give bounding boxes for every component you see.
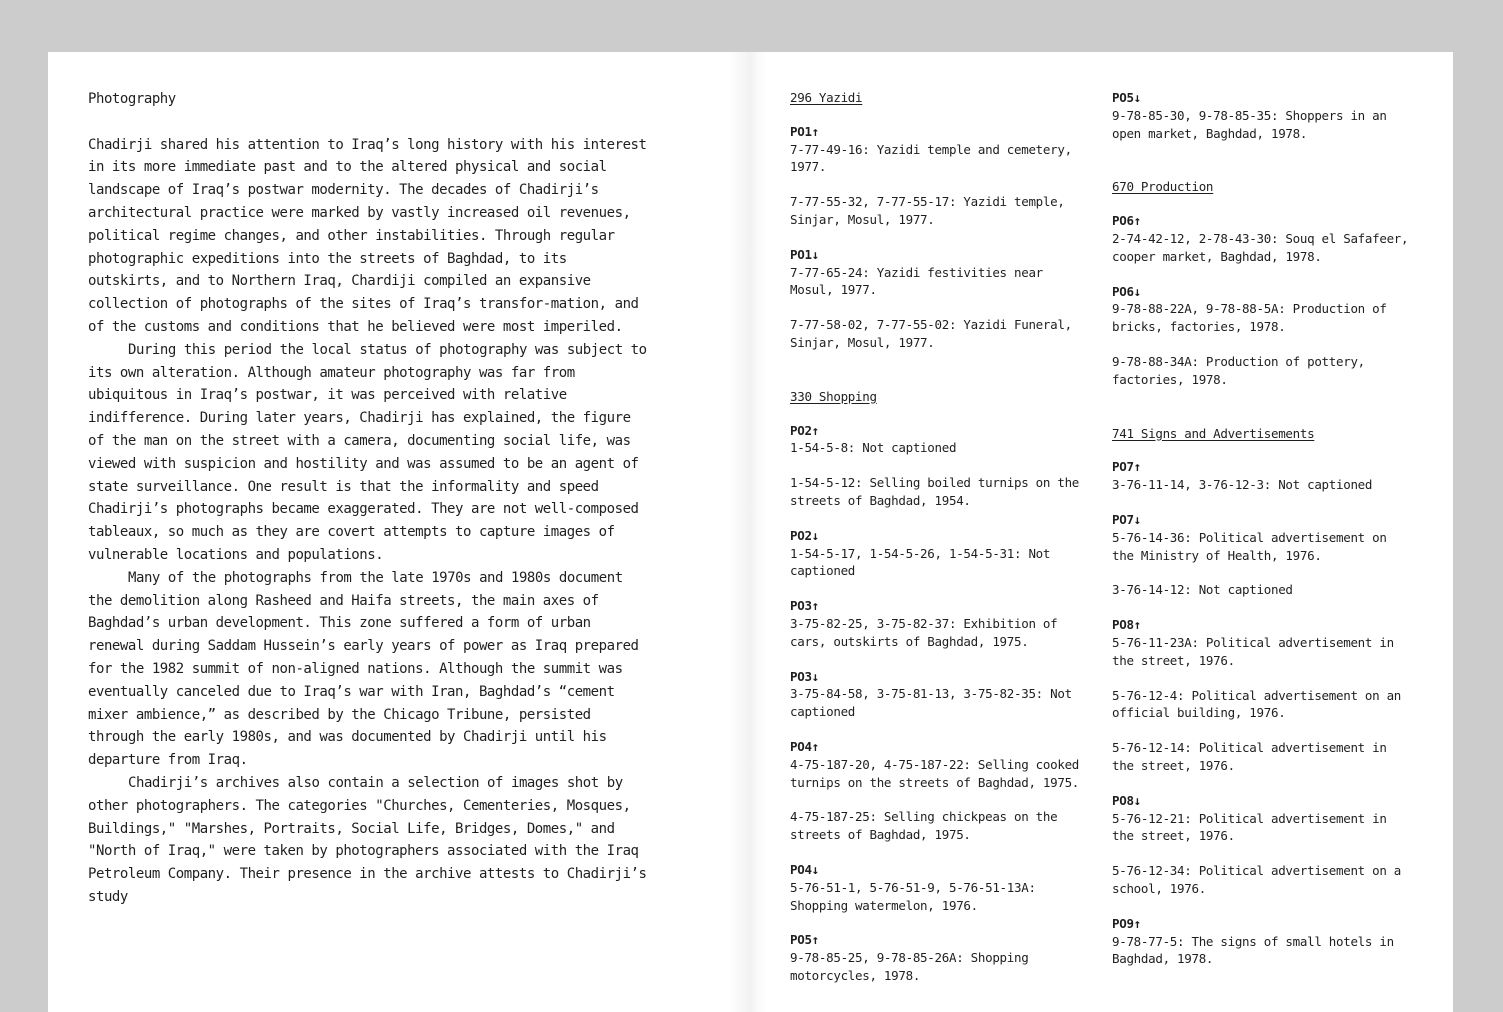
index-group — [790, 246, 1090, 352]
index-group — [790, 422, 1090, 510]
index-group — [790, 668, 1090, 721]
index-section — [1112, 178, 1412, 388]
group-label: PO8↑ — [1112, 617, 1141, 633]
left-page — [48, 52, 750, 1012]
index-entry: 9-78-85-25, 9-78-85-26A: Shopping motorcycles, 1978. — [790, 950, 1029, 983]
index-entry: 3-75-84-58, 3-75-81-13, 3-75-82-35: Not captioned — [790, 686, 1072, 720]
group-label: PO6↓ — [1112, 283, 1141, 299]
essay-paragraph: Chadirji’s archives also contain a selection of images shot by other photographers. The categories "Churches, Cementeries, Mosques, Buildings," "Marshes, Portraits, Social Life, Bridges, Domes," and "North of Iraq," were taken by photographers associated with the Iraq Petroleum Company. Their presence in the archive attests to Chadirji’s study — [88, 774, 647, 905]
index-group — [790, 527, 1090, 580]
index-section-heading: 296 Yazidi — [790, 90, 863, 105]
index-entry: 9-78-88-34A: Production of pottery, factories, 1978. — [1112, 353, 1365, 387]
index-group — [1112, 915, 1412, 968]
index-entry: 1-54-5-8: Not captioned — [790, 440, 957, 456]
index-section — [790, 89, 1090, 352]
index-entry: 5-76-12-34: Political advertisement on a school, 1976. — [1112, 863, 1402, 896]
index-section-heading: 670 Production — [1112, 179, 1214, 195]
index-entry: 5-76-12-14: Political advertisement in the street, 1976. — [1112, 740, 1387, 773]
index-entry: 7-77-49-16: Yazidi temple and cemetery, 1977. — [790, 141, 1072, 175]
group-label: PO4↑ — [790, 738, 819, 754]
index-entry: 4-75-187-20, 4-75-187-22: Selling cooked turnips on the streets of Baghdad, 1975. — [790, 756, 1080, 790]
index-entry: 9-78-85-30, 9-78-85-35: Shoppers in an open market, Baghdad, 1978. — [1112, 107, 1387, 141]
index-section — [790, 388, 1090, 985]
book-spread — [48, 52, 1453, 1012]
index-section-heading: 741 Signs and Advertisements — [1112, 425, 1315, 441]
index-entry: 1-54-5-17, 1-54-5-26, 1-54-5-31: Not captioned — [790, 545, 1051, 579]
group-label: PO7↑ — [1112, 459, 1141, 475]
index-group — [1112, 212, 1412, 265]
index-group — [1112, 89, 1412, 142]
index-group — [790, 738, 1090, 844]
index-entry: 3-76-14-12: Not captioned — [1112, 582, 1293, 598]
section-title: Photography — [88, 91, 176, 107]
right-page — [750, 52, 1453, 1012]
index-entry: 5-76-14-36: Political advertisement on the Ministry of Health, 1976. — [1112, 529, 1387, 563]
index-entry: 3-76-11-14, 3-76-12-3: Not captioned — [1112, 477, 1373, 493]
essay-paragraph: During this period the local status of photography was subject to its own alteration. Although amateur photography was far from ubiquitous in Iraq’s postwar, it was perceived with relative indifference. During later years, Chadirji has explained, the figure of the man on the street with a camera, documenting social life, was viewed with suspicion and hostility and was assumed to be an agent of state surveillance. One result is that the informality and speed Chadirji’s photographs became exaggerated. They are not well-composed tableaux, so much as they are covert attempts to capture images of vulnerable locations and populations. — [88, 341, 647, 563]
group-label: PO7↓ — [1112, 511, 1141, 527]
group-label: PO1↑ — [790, 123, 819, 139]
index-section — [1112, 89, 1412, 142]
index-entry: 9-78-88-22A, 9-78-88-5A: Production of bricks, factories, 1978. — [1112, 301, 1387, 335]
index-section — [1112, 425, 1412, 969]
group-label: PO2↓ — [790, 527, 819, 543]
index-entry: 7-77-65-24: Yazidi festivities near Mosul, 1977. — [790, 264, 1043, 298]
essay-text — [88, 88, 648, 909]
index-group — [790, 123, 1090, 229]
group-label: PO6↑ — [1112, 213, 1141, 229]
group-label: PO3↓ — [790, 668, 819, 684]
index-group — [1112, 792, 1412, 898]
index-section-heading: 330 Shopping — [790, 388, 877, 404]
essay-paragraph: Chadirji shared his attention to Iraq’s long history with his interest in its more immediate past and to the altered physical and social landscape of Iraq’s postwar modernity. The decades of Chadirji’s architectural practice were marked by vastly increased oil revenues, political regime changes, and other instabilities. Through regular photographic expeditions into the streets of Baghdad, to its outskirts, and to Northern Iraq, Chardiji compiled an expansive collection of photographs of the sites of Iraq’s transfor-mation, and of the customs and conditions that he believed were most imperiled. — [88, 136, 647, 335]
group-label: PO5↓ — [1112, 90, 1141, 105]
index-entry: 5-76-12-21: Political advertisement in the street, 1976. — [1112, 810, 1387, 844]
index-entry: 7-77-55-32, 7-77-55-17: Yazidi temple, Sinjar, Mosul, 1977. — [790, 194, 1065, 227]
index-group — [790, 597, 1090, 650]
group-label: PO4↓ — [790, 861, 819, 877]
index-entry: 1-54-5-12: Selling boiled turnips on the streets of Baghdad, 1954. — [790, 475, 1080, 508]
index-entry: 2-74-42-12, 2-78-43-30: Souq el Safafeer, cooper market, Baghdad, 1978. — [1112, 230, 1409, 264]
index-group — [1112, 283, 1412, 389]
index-entry: 9-78-77-5: The signs of small hotels in Baghdad, 1978. — [1112, 933, 1394, 967]
group-label: PO8↓ — [1112, 792, 1141, 808]
group-label: PO9↑ — [1112, 915, 1141, 931]
group-label: PO1↓ — [790, 246, 819, 262]
group-label: PO2↑ — [790, 422, 819, 438]
index-entry: 3-75-82-25, 3-75-82-37: Exhibition of cars, outskirts of Baghdad, 1975. — [790, 615, 1058, 649]
index-column-right — [1112, 89, 1412, 1004]
index-group — [790, 931, 1090, 984]
index-entry: 5-76-11-23A: Political advertisement in the street, 1976. — [1112, 634, 1394, 668]
group-label: PO5↑ — [790, 932, 819, 948]
index-column-left — [790, 89, 1090, 1012]
index-group — [1112, 511, 1412, 599]
index-entry: 5-76-51-1, 5-76-51-9, 5-76-51-13A: Shopping watermelon, 1976. — [790, 879, 1036, 913]
index-entry: 7-77-58-02, 7-77-55-02: Yazidi Funeral, Sinjar, Mosul, 1977. — [790, 317, 1072, 350]
index-group — [1112, 458, 1412, 494]
index-group — [1112, 616, 1412, 775]
index-group — [790, 861, 1090, 914]
index-entry: 5-76-12-4: Political advertisement on an official building, 1976. — [1112, 687, 1402, 721]
essay-paragraph: Many of the photographs from the late 1970s and 1980s document the demolition along Rasheed and Haifa streets, the main axes of Baghdad’s urban development. This zone suffered a form of urban renewal during Saddam Hussein’s early years of power as Iraq prepared for the 1982 summit of non-aligned nations. Although the summit was eventually canceled due to Iraq’s war with Iran, Baghdad’s “cement mixer ambience,” as described by the Chicago Tribune, persisted through the early 1980s, and was documented by Chadirji until his departure from Iraq. — [88, 569, 639, 769]
index-entry: 4-75-187-25: Selling chickpeas on the streets of Baghdad, 1975. — [790, 809, 1058, 843]
group-label: PO3↑ — [790, 598, 819, 614]
